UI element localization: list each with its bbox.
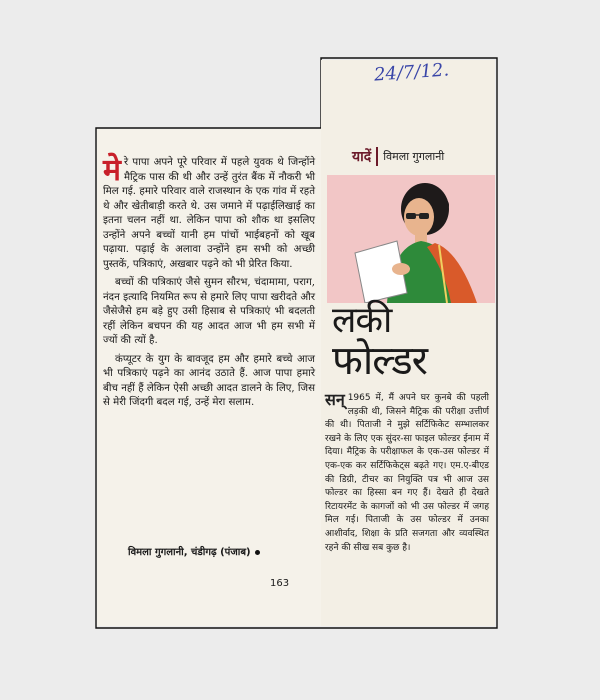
headline-line-1: लकी <box>332 300 392 341</box>
column-tag <box>352 147 444 166</box>
page-number: 163 <box>270 578 290 589</box>
left-article <box>103 153 315 415</box>
lead-word: सन् <box>325 390 345 409</box>
woman-reading-illustration <box>327 175 495 303</box>
headline <box>332 302 492 382</box>
author-signoff: विमला गुगलानी, चंडीगढ़ (पंजाब) <box>128 544 260 558</box>
headline-line-2: फोल्डर <box>332 338 427 384</box>
right-article-body: सन् 1965 में, मैं अपने घर कुनबे की पहली लड़की थी, जिसने मैट्रिक की परीक्षा उत्तीर्ण की थी। पिताजी ने मुझे सर्टिफिकेट सम्भालकर रखने के लिए एक सुंदर-सा फाइल फोल्डर ईनाम में दिया। मैट्रिक के परीक्षाफल के एक-उस फोल्डर में एक-एक कर सर्टिफिकेट्स बढ़ते गए। एम.ए-बीएड की डिग्री, टीचर का नियुक्ति पत्र भी आज उस फोल्डर का हिस्सा बन गए हैं। देखते ही देखते रिटायरमेंट के कागजों को भी उस फोल्डर में जगह मिल गई। पिताजी के उस फोल्डर में उनका आशीर्वाद, शिक्षा के प्रति सजगता और व्यवस्थित रहने की सीख सब कुछ है। <box>325 390 489 553</box>
column-author: विमला गुगलानी <box>383 150 445 163</box>
handwritten-date: 24/7/12. <box>373 59 450 86</box>
left-paragraph-1: मेरे पापा अपने पूरे परिवार में पहले युवक थे जिन्होंने मैट्रिक पास की थी और उन्हें तुरंत बैंक में नौकरी भी मिल गई. हमारे परिवार वाले राजस्थान के एक गांव में रहते थे और खेतीबाड़ी करते थे. उस जमाने में पढ़ाईलिखाई का इतना चलन नहीं था. लेकिन पापा को शौक था इसलिए उन्होंने अपने बच्चों यानी हम पांचों भाईबहनों को खूब पढ़ाया. पढ़ाई के अलावा उन्होंने हम सभी को अच्छी पुस्तकें, पत्रिकाएं, अखबार पढ़ने को भी प्रेरित किया. <box>103 153 315 270</box>
bullet-icon <box>255 550 260 555</box>
drop-cap: मे <box>103 153 121 188</box>
left-paragraph-3: कंप्यूटर के युग के बावजूद हम और हमारे बच्चे आज भी पत्रिकाएं पढ़ने का आनंद उठाते हैं. आज पापा हमारे बीच नहीं हैं लेकिन ऐसी अच्छी आदत डालने के लिए, जिस से मेरी जिंदगी बदल गई, उन्हें मेरा सलाम. <box>103 353 315 408</box>
column-tag-label: यादें <box>352 147 378 166</box>
left-paragraph-2: बच्चों की पत्रिकाएं जैसे सुमन सौरभ, चंदामामा, पराग, नंदन इत्यादि नियमित रूप से हमारे लिए पापा खरीदते और जैसेजैसे हम बड़े हुए उसी हिसाब से पत्रिकाएं भी बदलती रहीं लेकिन बचपन की यह आदत आज भी हम सभी में ज्यों की त्यों है. <box>103 277 315 346</box>
